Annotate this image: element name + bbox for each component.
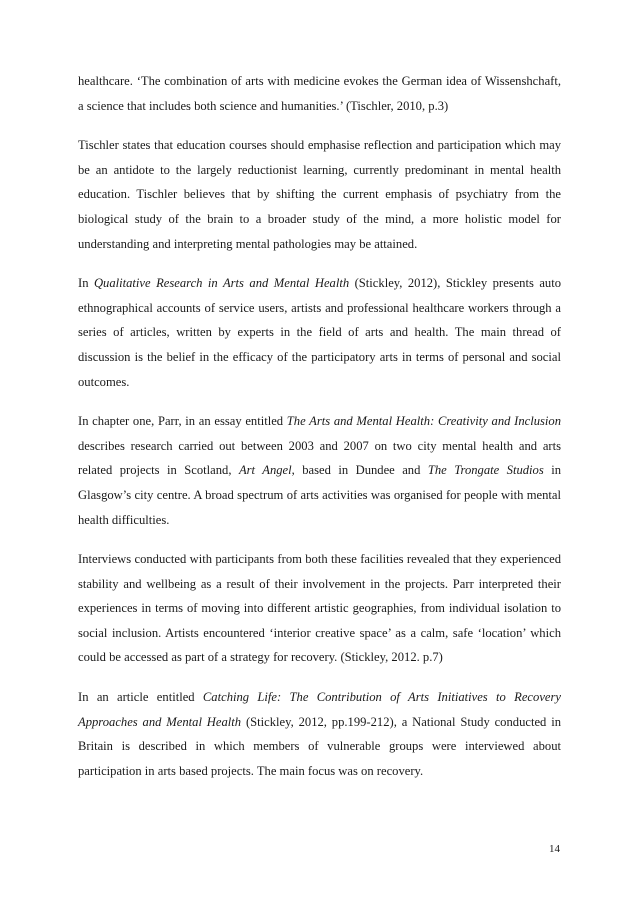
body-paragraph: [78, 133, 561, 256]
body-paragraph: [78, 685, 561, 783]
paragraph-text: Tischler states that education courses should emphasise reflection and participation which may be an antidote to the largely reductionist learning, currently predominant in mental health education. Tischler believes that by shifting the current emphasis of psychiatry from the biological study of the brain to a broader study of the mind, a more holistic model for understanding and interpreting mental pathologies may be attained.: [78, 138, 561, 251]
paragraph-text: (Stickley, 2012, pp.199-212), a National Study conducted in Britain is described in which members of vulnerable groups were interviewed about participation in arts based projects. The main focus was on recovery.: [78, 714, 561, 778]
italic-title-text: The Arts and Mental Health: Creativity and Inclusion: [286, 414, 562, 429]
paragraph-text: In an article entitled: [78, 690, 203, 705]
paragraph-text: , based in Dundee and: [291, 463, 428, 478]
body-paragraph: [78, 271, 561, 394]
paragraph-text: in Glasgow’s city centre. A broad spectrum of arts activities was organised for people with mental health difficulties.: [78, 463, 562, 527]
page-body: [78, 69, 561, 798]
body-paragraph: [78, 409, 561, 532]
paragraph-text: healthcare. ‘The combination of arts with medicine evokes the German idea of Wissenshchaft, a science that includes both science and humanities.’ (Tischler, 2010, p.3): [78, 74, 561, 113]
paragraph-text: (Stickley, 2012), Stickley presents auto ethnographical accounts of service users, artists and professional healthcare workers through a series of articles, written by experts in the field of arts and health. The main thread of discussion is the belief in the efficacy of the participatory arts in terms of personal and social outcomes.: [78, 276, 562, 389]
italic-title-text: Art Angel: [238, 463, 292, 478]
paragraph-text: In: [78, 276, 94, 291]
italic-title-text: The Trongate Studios: [427, 463, 544, 478]
italic-title-text: Qualitative Research in Arts and Mental Health: [93, 276, 350, 291]
body-paragraph: [78, 69, 561, 118]
page-number: 14: [549, 843, 560, 855]
paragraph-text: Interviews conducted with participants from both these facilities revealed that they experienced stability and wellbeing as a result of their involvement in the projects. Parr interpreted their experiences in terms of moving into different artistic geographies, from individual isolation to social inclusion. Artists encountered ‘interior creative space’ as a calm, safe ‘location’ which could be accessed as part of a strategy for recovery. (Stickley, 2012. p.7): [78, 552, 561, 665]
paragraph-text: In chapter one, Parr, in an essay entitled: [78, 414, 287, 429]
body-paragraph: [78, 547, 561, 670]
paragraph-text: describes research carried out between 2003 and 2007 on two city mental health and arts related projects in Scotland,: [78, 438, 561, 478]
italic-title-text: Catching Life: The Contribution of Arts Initiatives to Recovery Approaches and Mental Health: [78, 690, 561, 729]
